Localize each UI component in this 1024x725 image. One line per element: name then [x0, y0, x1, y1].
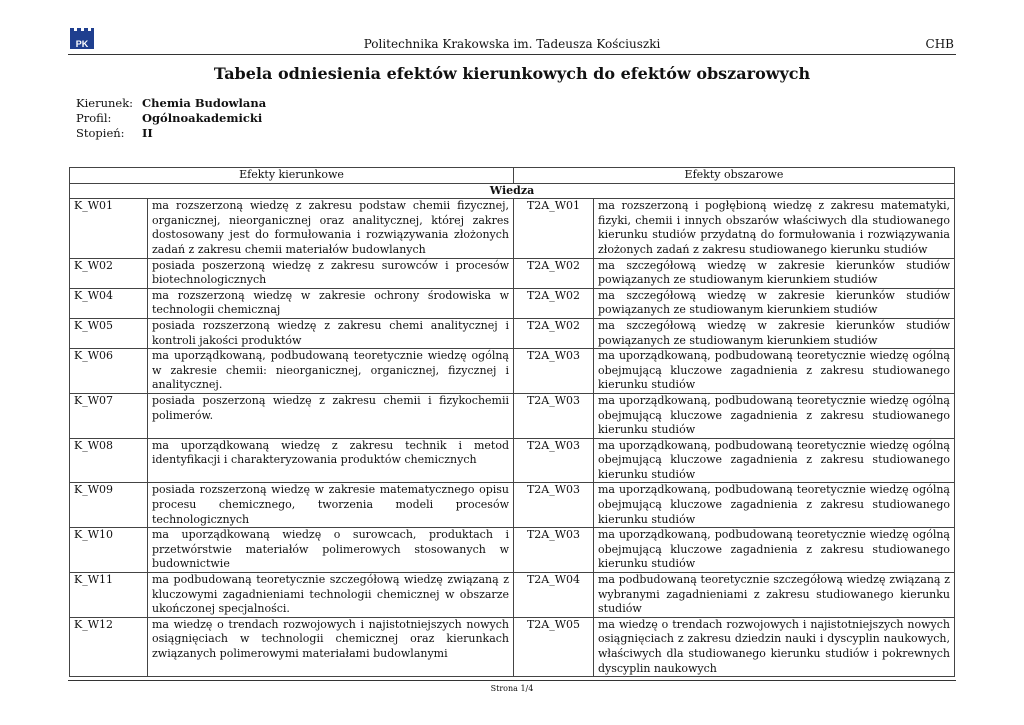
- outcome-description: ma rozszerzoną wiedzę z zakresu podstaw chemii fizycznej, organicznej, nieorganicznej oraz analitycznej, której zakres dostosowany jest do formułowania i rozwiązywania złożonych zadań z zakresu chemii materiałów budowlanych: [148, 199, 514, 258]
- area-outcome-description: ma szczegółową wiedzę w zakresie kierunków studiów powiązanych ze studiowanym kierunkiem studiów: [594, 288, 955, 318]
- table-row: [70, 318, 955, 348]
- meta-row-stopien: [76, 126, 266, 141]
- outcome-description: posiada poszerzoną wiedzę z zakresu chemii i fizykochemii polimerów.: [148, 393, 514, 438]
- area-outcome-code: T2A_W03: [514, 528, 594, 573]
- program-meta: [76, 96, 266, 141]
- outcome-code: K_W10: [70, 528, 148, 573]
- area-outcome-description: ma rozszerzoną i pogłębioną wiedzę z zakresu matematyki, fizyki, chemii i innych obszarów właściwych dla studiowanego kierunku studiów przydatną do formułowania i rozwiązywania złożonych zadań z zakresu studiowanego kierunku studiów: [594, 199, 955, 258]
- outcome-code: K_W11: [70, 573, 148, 618]
- outcome-code: K_W06: [70, 349, 148, 394]
- meta-value: Chemia Budowlana: [142, 96, 267, 110]
- outcome-code: K_W08: [70, 438, 148, 483]
- area-outcome-description: ma uporządkowaną, podbudowaną teoretycznie wiedzę ogólną obejmującą kluczowe zagadnienia z zakresu studiowanego kierunku studiów: [594, 393, 955, 438]
- table-row: [70, 483, 955, 528]
- meta-value: Ogólnoakademicki: [142, 111, 263, 125]
- meta-row-kierunek: [76, 96, 266, 111]
- area-outcome-description: ma wiedzę o trendach rozwojowych i najistotniejszych nowych osiągnięciach z zakresu dziedzin nauki i dyscyplin naukowych, właściwych dla studiowanego kierunku studiów i pokrewnych dyscyplin naukowych: [594, 617, 955, 676]
- outcome-description: ma uporządkowaną wiedzę z zakresu technik i metod identyfikacji i charakteryzowania produktów chemicznych: [148, 438, 514, 483]
- area-outcome-code: T2A_W02: [514, 258, 594, 288]
- outcome-code: K_W05: [70, 318, 148, 348]
- area-outcome-description: ma uporządkowaną, podbudowaną teoretycznie wiedzę ogólną obejmującą kluczowe zagadnienia z zakresu studiowanego kierunku studiów: [594, 349, 955, 394]
- outcome-code: K_W07: [70, 393, 148, 438]
- header-efekty-obszarowe: Efekty obszarowe: [514, 168, 955, 184]
- table-row: [70, 288, 955, 318]
- outcome-description: ma uporządkowaną, podbudowaną teoretycznie wiedzę ogólną w zakresie chemii: nieorganicznej, organicznej, fizycznej i analitycznej.: [148, 349, 514, 394]
- table-row: [70, 393, 955, 438]
- institution-name: Politechnika Krakowska im. Tadeusza Kościuszki: [363, 37, 661, 51]
- area-outcome-description: ma uporządkowaną, podbudowaną teoretycznie wiedzę ogólną obejmującą kluczowe zagadnienia z zakresu studiowanego kierunku studiów: [594, 483, 955, 528]
- area-outcome-description: ma podbudowaną teoretycznie szczegółową wiedzę związaną z wybranymi zagadnieniami z zakresu studiowanego kierunku studiów: [594, 573, 955, 618]
- meta-key: Kierunek:: [76, 96, 134, 110]
- meta-value: II: [142, 126, 153, 140]
- outcome-description: ma uporządkowaną wiedzę o surowcach, produktach i przetwórstwie materiałów polimerowych stosowanych w budownictwie: [148, 528, 514, 573]
- page-title: Tabela odniesienia efektów kierunkowych do efektów obszarowych: [213, 64, 811, 83]
- area-outcome-code: T2A_W03: [514, 438, 594, 483]
- table-row: [70, 199, 955, 258]
- area-outcome-code: T2A_W03: [514, 483, 594, 528]
- svg-text:PK: PK: [75, 39, 89, 49]
- table-row: [70, 349, 955, 394]
- table-body: [70, 199, 955, 677]
- area-outcome-description: ma uporządkowaną, podbudowaną teoretycznie wiedzę ogólną obejmującą kluczowe zagadnienia z zakresu studiowanego kierunku studiów: [594, 528, 955, 573]
- outcomes-table: [69, 167, 955, 677]
- area-outcome-description: ma uporządkowaną, podbudowaną teoretycznie wiedzę ogólną obejmującą kluczowe zagadnienia z zakresu studiowanego kierunku studiów: [594, 438, 955, 483]
- outcome-code: K_W09: [70, 483, 148, 528]
- area-outcome-code: T2A_W03: [514, 349, 594, 394]
- meta-key: Profil:: [76, 111, 112, 125]
- footer-divider: [68, 680, 956, 681]
- program-code: CHB: [925, 37, 954, 51]
- outcome-description: ma rozszerzoną wiedzę w zakresie ochrony środowiska w technologii chemicznaj: [148, 288, 514, 318]
- page-number: Strona 1/4: [490, 684, 534, 693]
- header-efekty-kierunkowe: Efekty kierunkowe: [70, 168, 514, 184]
- section-title: Wiedza: [70, 183, 955, 199]
- outcome-code: K_W04: [70, 288, 148, 318]
- outcome-code: K_W02: [70, 258, 148, 288]
- header-divider: [68, 54, 956, 55]
- area-outcome-code: T2A_W01: [514, 199, 594, 258]
- area-outcome-description: ma szczegółową wiedzę w zakresie kierunków studiów powiązanych ze studiowanym kierunkiem studiów: [594, 318, 955, 348]
- outcome-description: posiada rozszerzoną wiedzę w zakresie matematycznego opisu procesu chemicznego, tworzenia modeli procesów technologicznych: [148, 483, 514, 528]
- outcome-description: posiada poszerzoną wiedzę z zakresu surowców i procesów biotechnologicznych: [148, 258, 514, 288]
- table-row: [70, 573, 955, 618]
- table-row: [70, 617, 955, 676]
- meta-key: Stopień:: [76, 126, 125, 140]
- area-outcome-description: ma szczegółową wiedzę w zakresie kierunków studiów powiązanych ze studiowanym kierunkiem studiów: [594, 258, 955, 288]
- outcome-description: ma podbudowaną teoretycznie szczegółową wiedzę związaną z kluczowymi zagadnieniami technologii chemicznej w obszarze ukończonej specjalności.: [148, 573, 514, 618]
- table-header-row: [70, 168, 955, 184]
- table-row: [70, 258, 955, 288]
- outcome-code: K_W12: [70, 617, 148, 676]
- table-row: [70, 438, 955, 483]
- meta-row-profil: [76, 111, 266, 126]
- table-row: [70, 528, 955, 573]
- area-outcome-code: T2A_W03: [514, 393, 594, 438]
- area-outcome-code: T2A_W02: [514, 288, 594, 318]
- area-outcome-code: T2A_W04: [514, 573, 594, 618]
- outcome-description: posiada rozszerzoną wiedzę z zakresu chemi analitycznej i kontroli jakości produktów: [148, 318, 514, 348]
- section-row-wiedza: [70, 183, 955, 199]
- outcome-code: K_W01: [70, 199, 148, 258]
- area-outcome-code: T2A_W02: [514, 318, 594, 348]
- outcome-description: ma wiedzę o trendach rozwojowych i najistotniejszych nowych osiągnięciach w technologii chemicznej oraz kierunkach związanych polimerowymi materiałami budowlanymi: [148, 617, 514, 676]
- area-outcome-code: T2A_W05: [514, 617, 594, 676]
